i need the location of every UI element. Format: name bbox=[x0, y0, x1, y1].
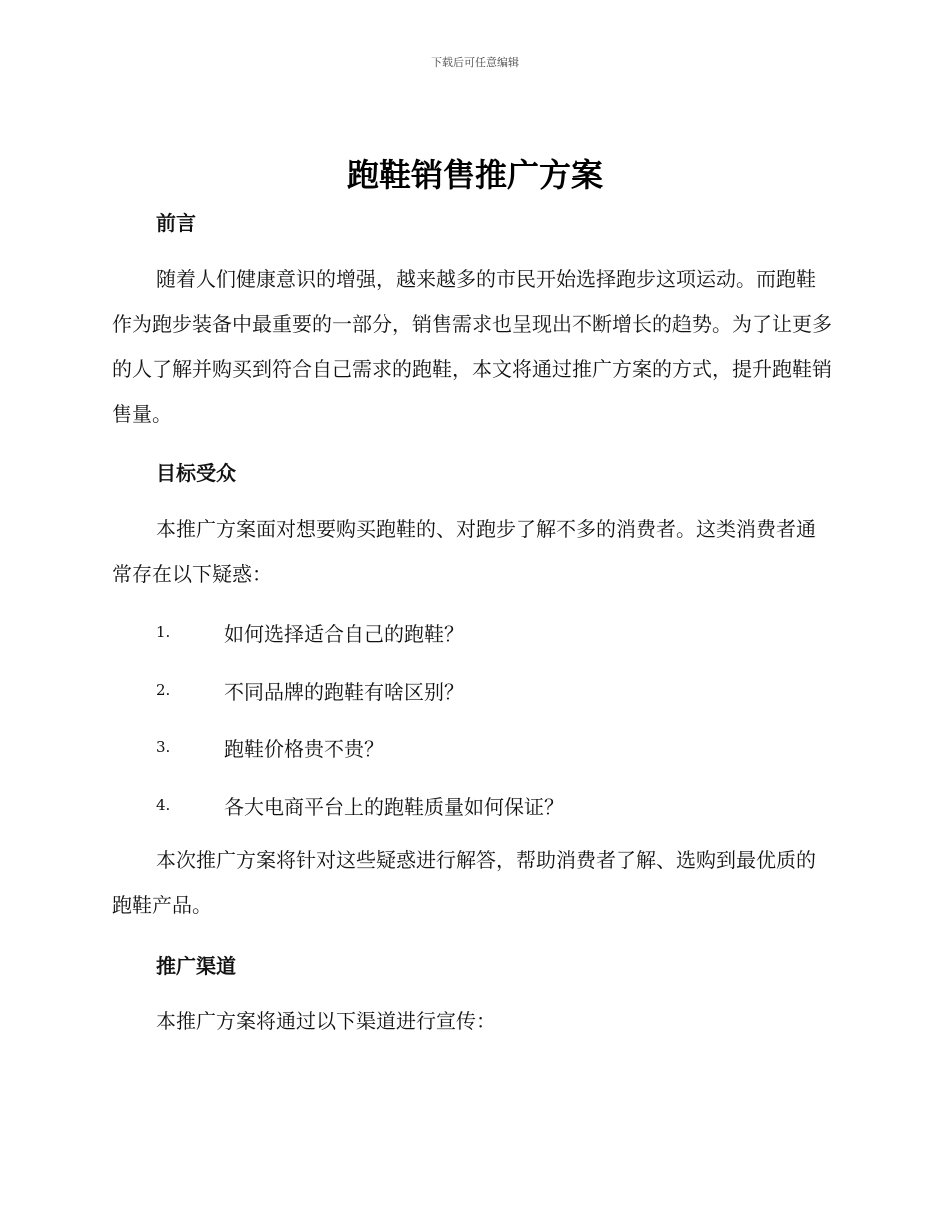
list-item-text: 跑鞋价格贵不贵？ bbox=[224, 737, 384, 761]
audience-paragraph: 本推广方案面对想要购买跑鞋的、对跑步了解不多的消费者。这类消费者通常存在以下疑惑： bbox=[112, 517, 816, 586]
list-item-number: 3. bbox=[156, 738, 171, 756]
list-item-number: 4. bbox=[156, 795, 171, 814]
section-heading-audience: 目标受众 bbox=[156, 461, 236, 485]
list-item-number: 1. bbox=[156, 623, 171, 641]
list-item bbox=[156, 676, 564, 734]
list-item-text: 如何选择适合自己的跑鞋？ bbox=[224, 622, 464, 646]
document-title: 跑鞋销售推广方案 bbox=[346, 156, 603, 194]
list-item-number: 2. bbox=[156, 680, 171, 699]
list-item bbox=[156, 733, 564, 791]
question-list bbox=[156, 618, 564, 848]
section-heading-preface: 前言 bbox=[156, 211, 196, 235]
header-note: 下载后可任意编辑 bbox=[431, 56, 519, 69]
channels-paragraph: 本推广方案将通过以下渠道进行宣传： bbox=[156, 1009, 496, 1033]
section-heading-channels: 推广渠道 bbox=[156, 954, 236, 978]
list-item-text: 各大电商平台上的跑鞋质量如何保证？ bbox=[224, 794, 564, 819]
list-item-text: 不同品牌的跑鞋有啥区别？ bbox=[224, 679, 464, 704]
list-item bbox=[156, 618, 564, 676]
audience-closing-paragraph: 本次推广方案将针对这些疑惑进行解答，帮助消费者了解、选购到最优质的跑鞋产品。 bbox=[112, 848, 816, 917]
preface-paragraph: 随着人们健康意识的增强，越来越多的市民开始选择跑步这项运动。而跑鞋作为跑步装备中最重要的一部分，销售需求也呈现出不断增长的趋势。为了让更多的人了解并购买到符合自己需求的跑鞋，本文将通过推广方案的方式，提升跑鞋销售量。 bbox=[112, 267, 832, 426]
